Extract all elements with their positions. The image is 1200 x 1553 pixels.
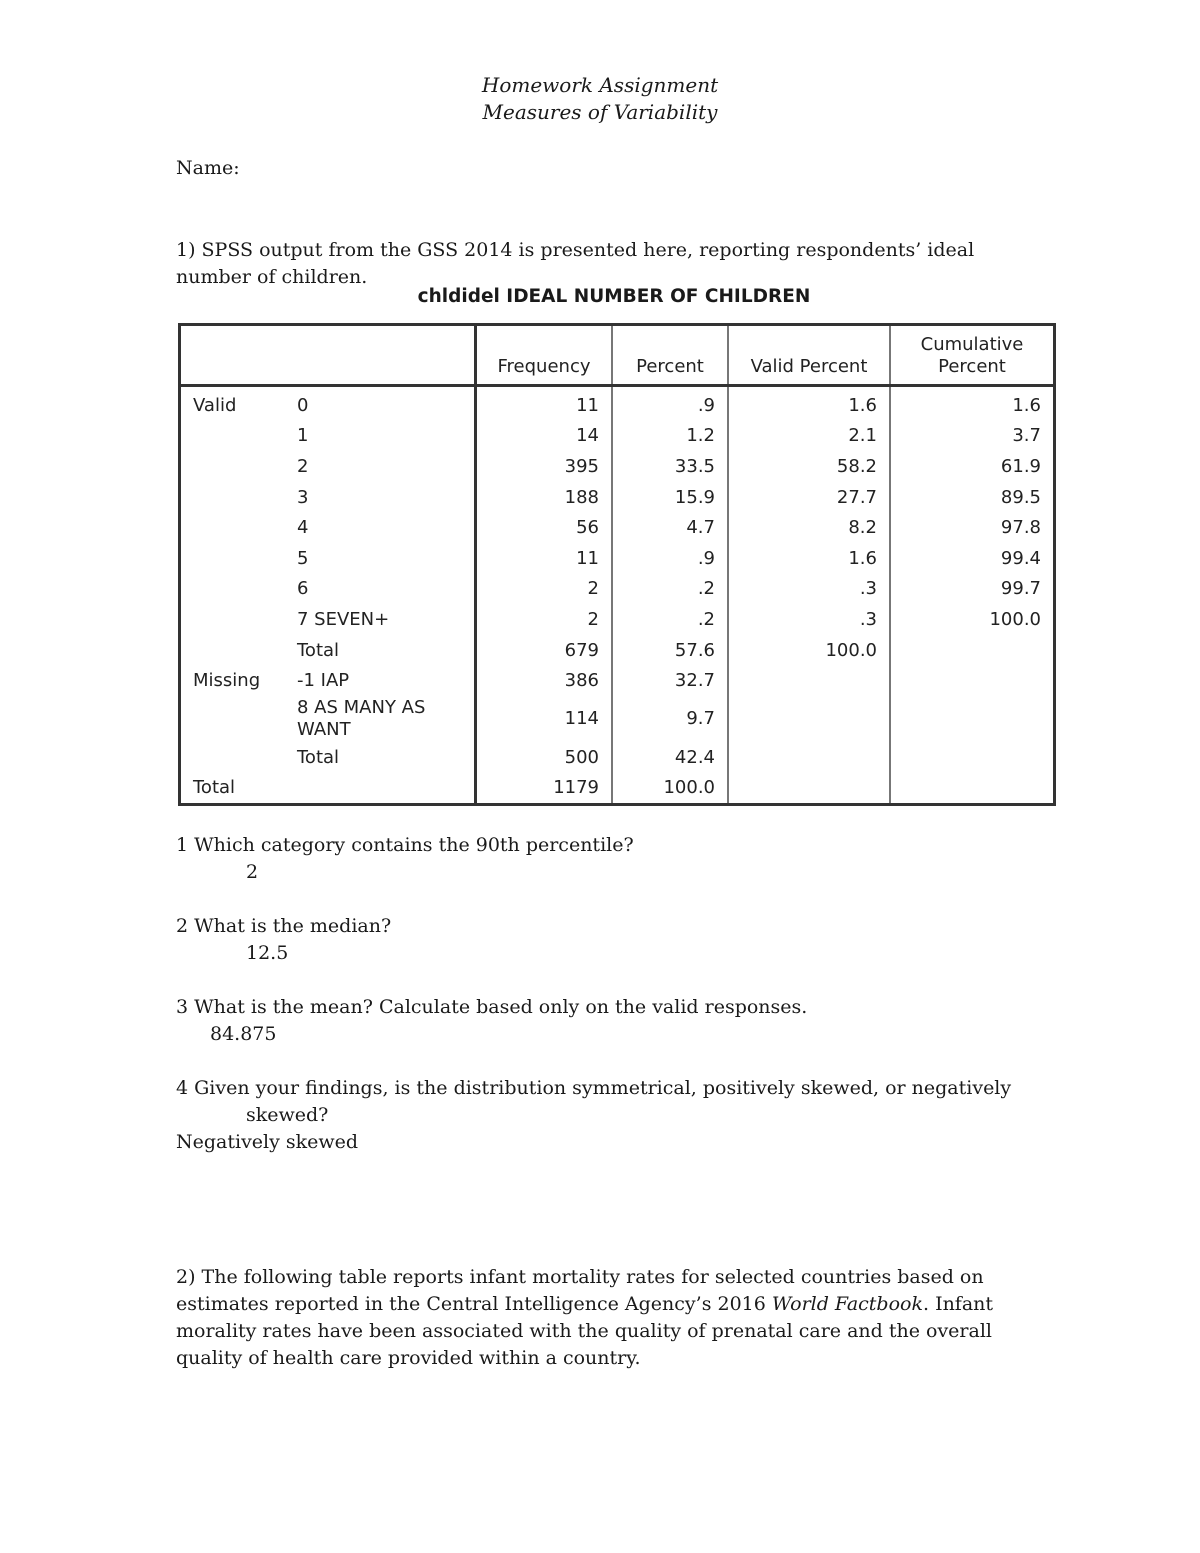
row-group	[180, 604, 286, 635]
answer-3: 84.875	[210, 1023, 277, 1045]
row-label: 7 SEVEN+	[285, 604, 476, 635]
q2-line3: morality rates have been associated with the quality of prenatal care and the overall	[176, 1320, 992, 1342]
row-label: 2	[285, 451, 476, 482]
row-percent: 1.2	[612, 421, 728, 452]
row-percent: .2	[612, 574, 728, 605]
table-title: chldidel IDEAL NUMBER OF CHILDREN	[417, 286, 811, 307]
row-percent: 42.4	[612, 742, 728, 773]
name-label: Name:	[176, 157, 240, 179]
header-percent: Percent	[612, 325, 728, 386]
row-valid-percent	[728, 742, 890, 773]
header-empty	[285, 325, 476, 386]
row-valid-percent	[728, 665, 890, 696]
question-4-continued: skewed?	[246, 1104, 329, 1126]
row-frequency: 114	[476, 696, 613, 742]
row-frequency: 11	[476, 386, 613, 421]
row-cumulative-percent: 61.9	[1000, 455, 1041, 477]
row-cumulative-percent	[890, 635, 1055, 666]
q1-intro-line2: number of children.	[176, 266, 368, 288]
row-cumulative-percent: 89.5	[1000, 486, 1041, 508]
table-row	[180, 421, 1055, 452]
row-percent: 9.7	[612, 696, 728, 742]
question-4: 4 Given your findings, is the distribution symmetrical, positively skewed, or negatively	[176, 1077, 1012, 1099]
row-group	[180, 543, 286, 574]
world-factbook-title: World Factbook	[771, 1293, 923, 1315]
row-group	[180, 742, 286, 773]
answer-2: 12.5	[246, 942, 289, 964]
row-valid-percent: .3	[728, 604, 890, 635]
row-percent: 57.6	[612, 635, 728, 666]
row-frequency: 386	[476, 665, 613, 696]
table-row	[180, 482, 1055, 513]
row-valid-percent: 2.1	[728, 421, 890, 452]
table-row	[180, 386, 1055, 421]
row-group	[180, 482, 286, 513]
row-group	[180, 512, 286, 543]
table-row	[180, 665, 1055, 696]
row-group: Missing	[193, 670, 261, 692]
row-valid-percent: 58.2	[728, 451, 890, 482]
row-frequency: 56	[476, 512, 613, 543]
table-row	[180, 604, 1055, 635]
table-row	[180, 742, 1055, 773]
answer-4: Negatively skewed	[176, 1131, 359, 1153]
row-cumulative-percent	[890, 773, 1055, 805]
row-label	[285, 773, 476, 805]
row-group	[180, 451, 286, 482]
row-frequency: 1179	[476, 773, 613, 805]
row-percent: 33.5	[612, 451, 728, 482]
header-valid-percent: Valid Percent	[728, 325, 890, 386]
row-label-line2: WANT	[297, 718, 351, 740]
row-frequency: 2	[476, 604, 613, 635]
row-valid-percent: 1.6	[728, 386, 890, 421]
row-label: 5	[285, 543, 476, 574]
table-row	[180, 451, 1055, 482]
row-group	[180, 635, 286, 666]
row-group	[180, 421, 286, 452]
row-label: 3	[285, 482, 476, 513]
table-row	[180, 635, 1055, 666]
row-valid-percent	[728, 696, 890, 742]
row-cumulative-percent: 100.0	[989, 608, 1041, 630]
row-valid-percent: 27.7	[728, 482, 890, 513]
header-empty	[180, 325, 286, 386]
header-frequency: Frequency	[476, 325, 613, 386]
row-percent: .9	[612, 386, 728, 421]
row-label: 1	[285, 421, 476, 452]
row-label: Total	[285, 635, 476, 666]
row-cumulative-percent	[890, 665, 1055, 696]
row-cumulative-percent: 3.7	[1012, 425, 1041, 447]
row-frequency: 679	[476, 635, 613, 666]
row-frequency: 2	[476, 574, 613, 605]
row-percent: 15.9	[612, 482, 728, 513]
row-label	[285, 696, 476, 742]
row-valid-percent: 1.6	[728, 543, 890, 574]
row-frequency: 11	[476, 543, 613, 574]
row-label-line1: 8 AS MANY AS	[297, 696, 426, 718]
q1-intro-line1: 1) SPSS output from the GSS 2014 is presented here, reporting respondents’ ideal	[176, 239, 975, 261]
row-cumulative-percent: 97.8	[1000, 517, 1041, 539]
row-group: Valid	[193, 394, 237, 416]
frequency-table	[178, 323, 1056, 806]
row-cumulative-percent: 99.4	[1000, 547, 1041, 569]
table-row	[180, 773, 1055, 805]
row-cumulative-percent	[890, 742, 1055, 773]
row-group	[180, 574, 286, 605]
row-percent: 32.7	[612, 665, 728, 696]
row-label: Total	[285, 742, 476, 773]
q2-line1: 2) The following table reports infant mortality rates for selected countries based on	[176, 1266, 984, 1288]
q2-line2-start: estimates reported in the Central Intelligence Agency’s 2016	[176, 1293, 772, 1315]
assignment-title: Homework Assignment	[481, 73, 719, 97]
row-label: -1 IAP	[285, 665, 476, 696]
row-valid-percent	[728, 773, 890, 805]
question-2: 2 What is the median?	[176, 915, 392, 937]
row-percent: .2	[612, 604, 728, 635]
q2-line2	[176, 1291, 993, 1318]
table-header-row	[180, 325, 1055, 386]
row-cumulative-percent: 99.7	[1000, 578, 1041, 600]
row-group	[180, 696, 286, 742]
row-percent: 4.7	[612, 512, 728, 543]
table-row	[180, 574, 1055, 605]
question-3: 3 What is the mean? Calculate based only on the valid responses.	[176, 996, 808, 1018]
row-cumulative-percent	[890, 696, 1055, 742]
row-frequency: 500	[476, 742, 613, 773]
row-valid-percent: 8.2	[728, 512, 890, 543]
row-percent: 100.0	[612, 773, 728, 805]
row-frequency: 395	[476, 451, 613, 482]
header-cum-line2: Percent	[938, 356, 1006, 377]
table-row	[180, 543, 1055, 574]
question-1: 1 Which category contains the 90th percentile?	[176, 834, 634, 856]
row-label: 0	[285, 386, 476, 421]
table-row	[180, 512, 1055, 543]
row-valid-percent: .3	[728, 574, 890, 605]
header-cum-line1: Cumulative	[920, 334, 1024, 355]
header-cumulative-percent	[890, 325, 1055, 386]
q2-line2-end: . Infant	[922, 1293, 994, 1315]
answer-1: 2	[246, 861, 259, 883]
row-group: Total	[193, 777, 236, 799]
row-frequency: 14	[476, 421, 613, 452]
row-label: 6	[285, 574, 476, 605]
row-frequency: 188	[476, 482, 613, 513]
table-row	[180, 696, 1055, 742]
row-valid-percent: 100.0	[728, 635, 890, 666]
row-percent: .9	[612, 543, 728, 574]
row-label: 4	[285, 512, 476, 543]
row-cumulative-percent: 1.6	[1012, 394, 1041, 416]
assignment-subtitle: Measures of Variability	[482, 100, 718, 124]
q2-line4: quality of health care provided within a country.	[176, 1347, 641, 1369]
